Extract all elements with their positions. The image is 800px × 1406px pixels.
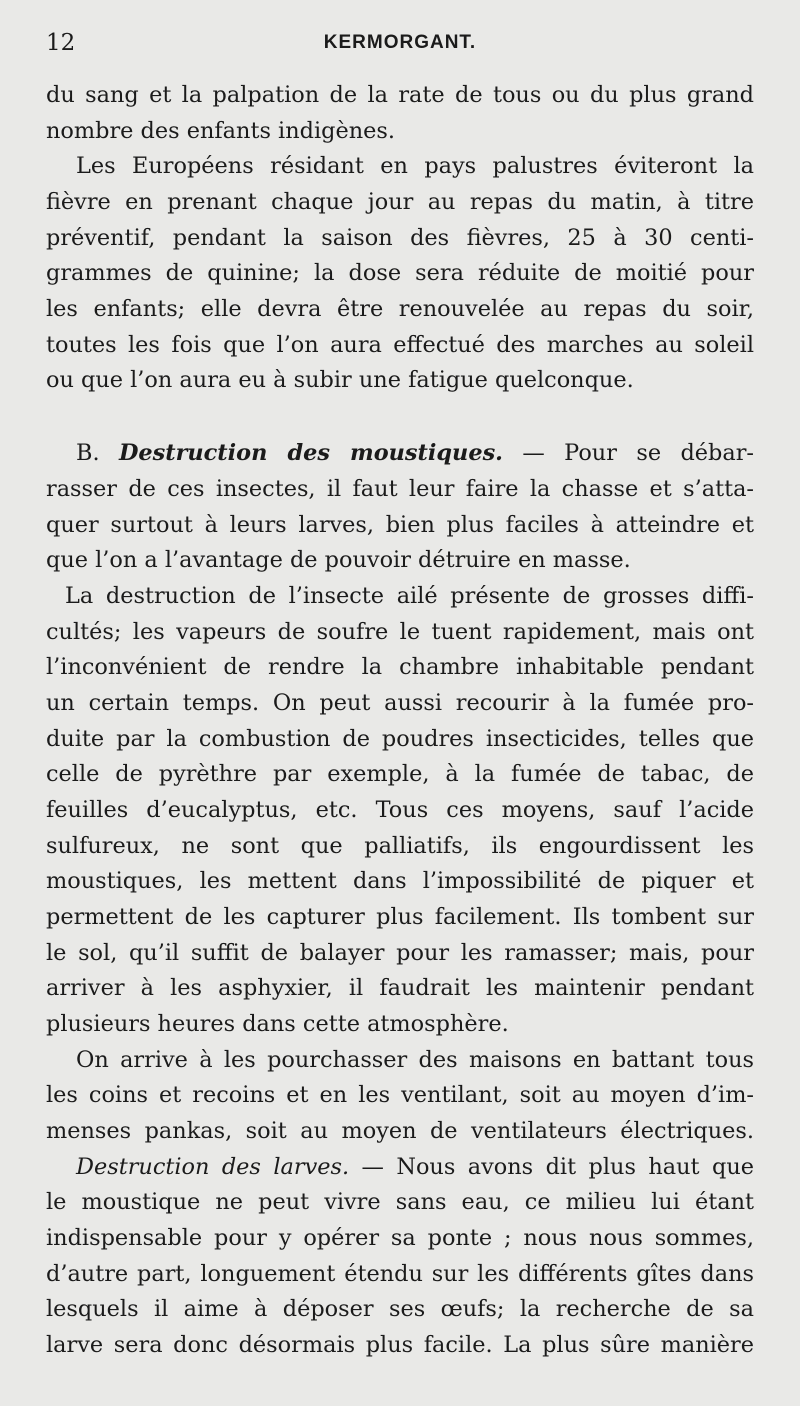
text-line: nombre des enfants indigènes. xyxy=(46,118,396,144)
text-line: les enfants; elle devra être renouvelée au repas du soir, xyxy=(46,296,754,322)
text-line: duite par la combustion de poudres insecticides, telles que xyxy=(46,726,754,752)
text-line: l’inconvénient de rendre la chambre inhabitable pendant xyxy=(46,654,754,680)
text-line: La destruction de l’insecte ailé présente de grosses diffi- xyxy=(65,583,754,609)
text-line: rasser de ces insectes, il faut leur faire la chasse et s’atta- xyxy=(46,476,754,502)
larves-heading: Destruction des larves. xyxy=(76,1154,350,1180)
text-line: moustiques, les mettent dans l’impossibilité de piquer et xyxy=(46,868,754,894)
text-line: feuilles d’eucalyptus, etc. Tous ces moyens, sauf l’acide xyxy=(46,797,754,823)
section-heading: Destruction des moustiques. xyxy=(118,440,503,466)
larves-lead-text: — Nous avons dit plus haut que xyxy=(361,1154,754,1180)
page-header xyxy=(46,30,754,64)
text-line: le sol, qu’il suffit de balayer pour les ramasser; mais, pour xyxy=(46,940,754,966)
text-line: quer surtout à leurs larves, bien plus faciles à atteindre et xyxy=(46,512,754,538)
text-line: larve sera donc désormais plus facile. La plus sûre manière xyxy=(46,1332,754,1358)
section-lead-text: — Pour se débar- xyxy=(522,440,754,466)
text-line: indispensable pour y opérer sa ponte ; nous nous sommes, xyxy=(46,1225,754,1251)
text-line: d’autre part, longuement étendu sur les différents gîtes dans xyxy=(46,1261,754,1287)
section-b-lead-line xyxy=(76,435,754,471)
text-line: On arrive à les pourchasser des maisons en battant tous xyxy=(76,1047,754,1073)
section-label: B. xyxy=(76,440,100,466)
text-line: fièvre en prenant chaque jour au repas du matin, à titre xyxy=(46,189,754,215)
text-line: arriver à les asphyxier, il faudrait les maintenir pendant xyxy=(46,975,754,1001)
text-line: plusieurs heures dans cette atmosphère. xyxy=(46,1011,509,1037)
text-line: ou que l’on aura eu à subir une fatigue quelconque. xyxy=(46,367,634,393)
larves-lead-line xyxy=(76,1149,754,1185)
text-line: toutes les fois que l’on aura effectué des marches au soleil xyxy=(46,332,754,358)
text-line: du sang et la palpation de la rate de tous ou du plus grand xyxy=(46,82,754,108)
text-line: un certain temps. On peut aussi recourir à la fumée pro- xyxy=(46,690,754,716)
text-line: menses pankas, soit au moyen de ventilateurs électriques. xyxy=(46,1118,754,1144)
text-line: lesquels il aime à déposer ses œufs; la recherche de sa xyxy=(46,1296,754,1322)
text-line: sulfureux, ne sont que palliatifs, ils engourdissent les xyxy=(46,833,754,859)
text-line: préventif, pendant la saison des fièvres, 25 à 30 centi- xyxy=(46,225,754,251)
text-line: grammes de quinine; la dose sera réduite de moitié pour xyxy=(46,260,754,286)
text-line: permettent de les capturer plus facilement. Ils tombent sur xyxy=(46,904,754,930)
text-line: que l’on a l’avantage de pouvoir détruire en masse. xyxy=(46,547,631,573)
text-line: le moustique ne peut vivre sans eau, ce milieu lui étant xyxy=(46,1189,754,1215)
running-head: KERMORGANT. xyxy=(323,32,477,53)
text-line: les coins et recoins et en les ventilant, soit au moyen d’im- xyxy=(46,1082,754,1108)
page-number: 12 xyxy=(46,30,76,56)
text-line: celle de pyrèthre par exemple, à la fumée de tabac, de xyxy=(46,761,754,787)
text-line: Les Européens résidant en pays palustres éviteront la xyxy=(76,153,754,179)
text-line: cultés; les vapeurs de soufre le tuent rapidement, mais ont xyxy=(46,619,754,645)
